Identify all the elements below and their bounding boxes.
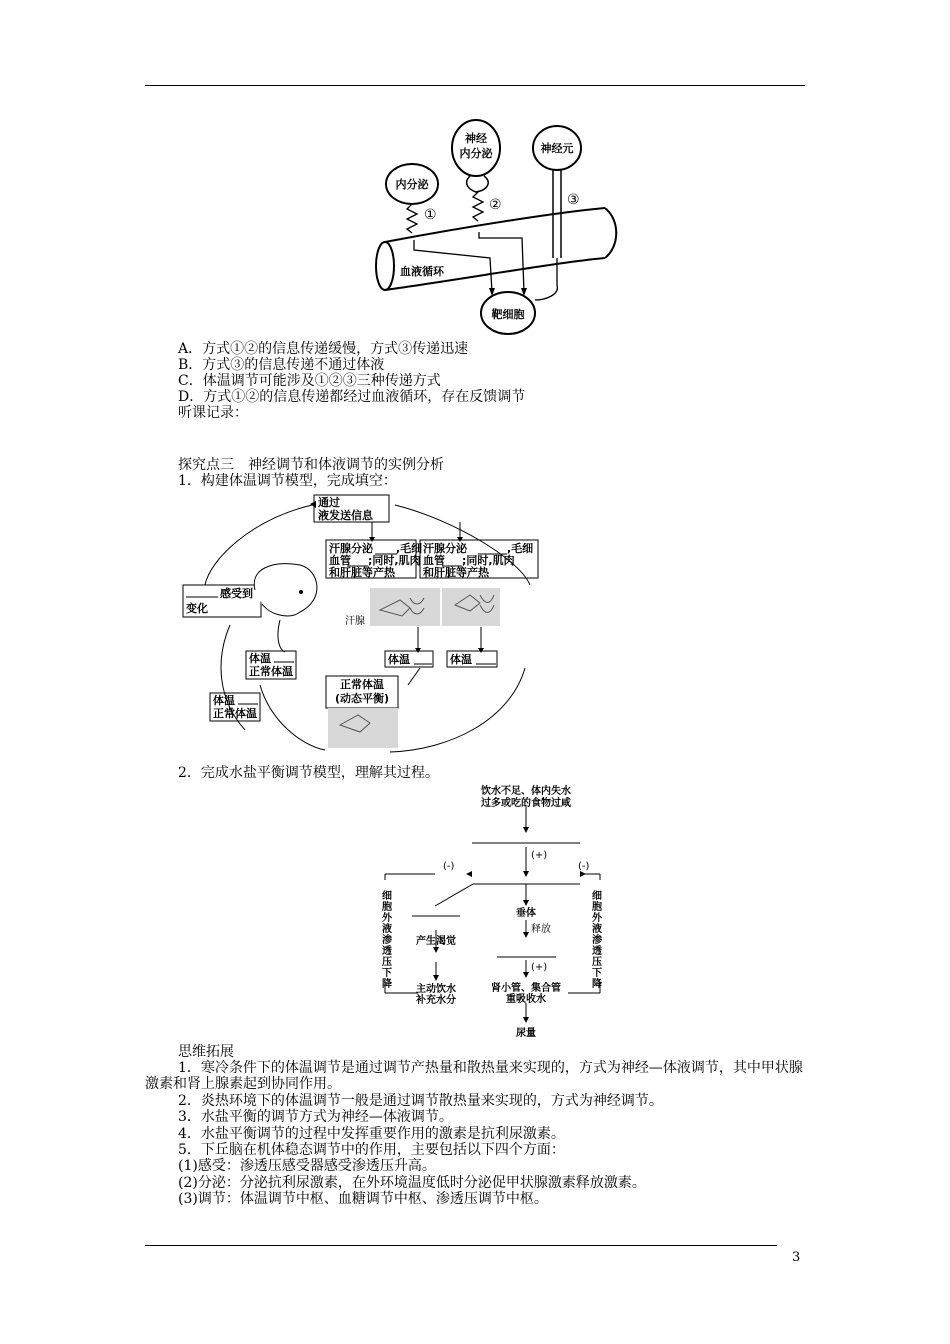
option-b: B．方式③的信息传递不通过体液 [178, 357, 385, 373]
lower-left-line-1: 体温 [213, 694, 235, 707]
water-top-line-2: 过多或吃的食物过咸 [481, 798, 571, 809]
mark-1: ① [424, 207, 437, 223]
extension-item-8: (3)调节：体温调节中枢、血糖调节中枢、渗透压调节中枢。 [178, 1191, 548, 1207]
extension-item-6: (1)感受：渗透压感受器感受渗透压升高。 [178, 1158, 436, 1174]
drink-line-2: 补充水分 [416, 995, 456, 1006]
water-top-line-1: 饮水不足、体内失水 [481, 786, 571, 797]
lower-left-line-2: 正常体温 [213, 707, 257, 720]
page-number: 3 [792, 1250, 801, 1265]
minus-left: (-) [443, 861, 455, 872]
kidney-line-2: 重吸收水 [506, 994, 546, 1005]
mid-left-line-2b: ;同时,肌肉 [368, 554, 421, 567]
normal-temp-line-2: (动态平衡) [334, 692, 390, 705]
extension-item-4: 4．水盐平衡调节的过程中发挥重要作用的激素是抗利尿激素。 [178, 1126, 565, 1142]
mid-right-line-2: 血管 [423, 554, 445, 567]
kidney-line-1: 肾小管、集合管 [491, 983, 561, 994]
extension-item-1: 1．寒冷条件下的体温调节是通过调节产热量和散热量来实现的，方式为神经—体液调节，其中甲状腺激素和肾上腺素起到协同作用。 [145, 1060, 803, 1092]
option-a: A．方式①②的信息传递缓慢，方式③传递迅速 [178, 341, 469, 357]
box-left-line-2: 变化 [186, 602, 208, 615]
urine-label: 尿量 [516, 1028, 536, 1039]
minus-right: (-) [578, 861, 590, 872]
mid-right-line-2b: ;同时,肌肉 [462, 554, 515, 567]
mid-right-line-3: 和肝脏等产热 [423, 566, 489, 579]
extension-item-7: (2)分泌：分泌抗利尿激素，在外环境温度低时分泌促甲状腺激素释放激素。 [178, 1175, 646, 1191]
upper-left-line-2: 正常体温 [249, 665, 293, 678]
extension-item-5: 5．下丘脑在机体稳态调节中的作用，主要包括以下四个方面： [178, 1142, 565, 1158]
box-top-line-1: 通过 [318, 496, 340, 509]
extension-item-3: 3．水盐平衡的调节方式为神经—体液调节。 [178, 1109, 453, 1125]
task-2: 2．完成水盐平衡调节模型，理解其过程。 [178, 765, 439, 781]
mark-3: ③ [567, 192, 580, 208]
mid-left-line-2: 血管 [329, 554, 351, 567]
target-cell-label: 靶细胞 [491, 308, 525, 321]
mid-left-line-3: 和肝脏等产热 [329, 566, 395, 579]
normal-temp-line-1: 正常体温 [340, 678, 384, 691]
extension-title: 思维拓展 [178, 1044, 234, 1060]
release-label: 释放 [531, 924, 551, 935]
section-title: 探究点三 神经调节和体液调节的实例分析 [178, 457, 444, 473]
task-1: 1．构建体温调节模型，完成填空： [178, 473, 397, 489]
box-left-line-1: 感受到 [220, 587, 253, 600]
mid-left-line-1b: ,毛细 [396, 542, 423, 555]
box-top-line-2: 液发送信息 [318, 509, 373, 522]
option-d: D．方式①②的信息传递都经过血液循环，存在反馈调节 [178, 389, 526, 405]
blood-circulation-label: 血液循环 [400, 265, 444, 278]
mark-2: ② [489, 197, 502, 213]
thirst-label: 产生渴觉 [416, 936, 456, 947]
plus-1: (+) [531, 850, 548, 861]
right-side-label: 细胞外液渗透压下降 [589, 890, 601, 989]
drink-line-1: 主动饮水 [416, 984, 456, 995]
notes-label: 听课记录： [178, 405, 248, 421]
neuron-label: 神经元 [540, 142, 574, 155]
upper-left-line-1: 体温 [249, 652, 271, 665]
plus-2: (+) [531, 962, 548, 973]
option-c: C．体温调节可能涉及①②③三种传递方式 [178, 373, 441, 389]
temp-label-left: 体温 [388, 653, 410, 666]
mid-left-line-1: 汗腺分泌 [329, 542, 373, 555]
temp-label-right: 体温 [450, 653, 472, 666]
endocrine-label: 内分泌 [395, 178, 429, 191]
mid-right-line-1b: ,毛细 [507, 542, 534, 555]
mid-right-line-1: 汗腺分泌 [423, 542, 467, 555]
neuro-endocrine-label-1: 神经 [465, 132, 487, 145]
neuro-endocrine-label-2: 内分泌 [459, 147, 493, 160]
pituitary-label: 垂体 [516, 908, 536, 919]
left-side-label: 细胞外液渗透压下降 [379, 890, 391, 989]
extension-item-2: 2．炎热环境下的体温调节一般是通过调节散热量来实现的，方式为神经调节。 [178, 1093, 663, 1109]
sweat-gland-label: 汗腺 [345, 616, 365, 627]
